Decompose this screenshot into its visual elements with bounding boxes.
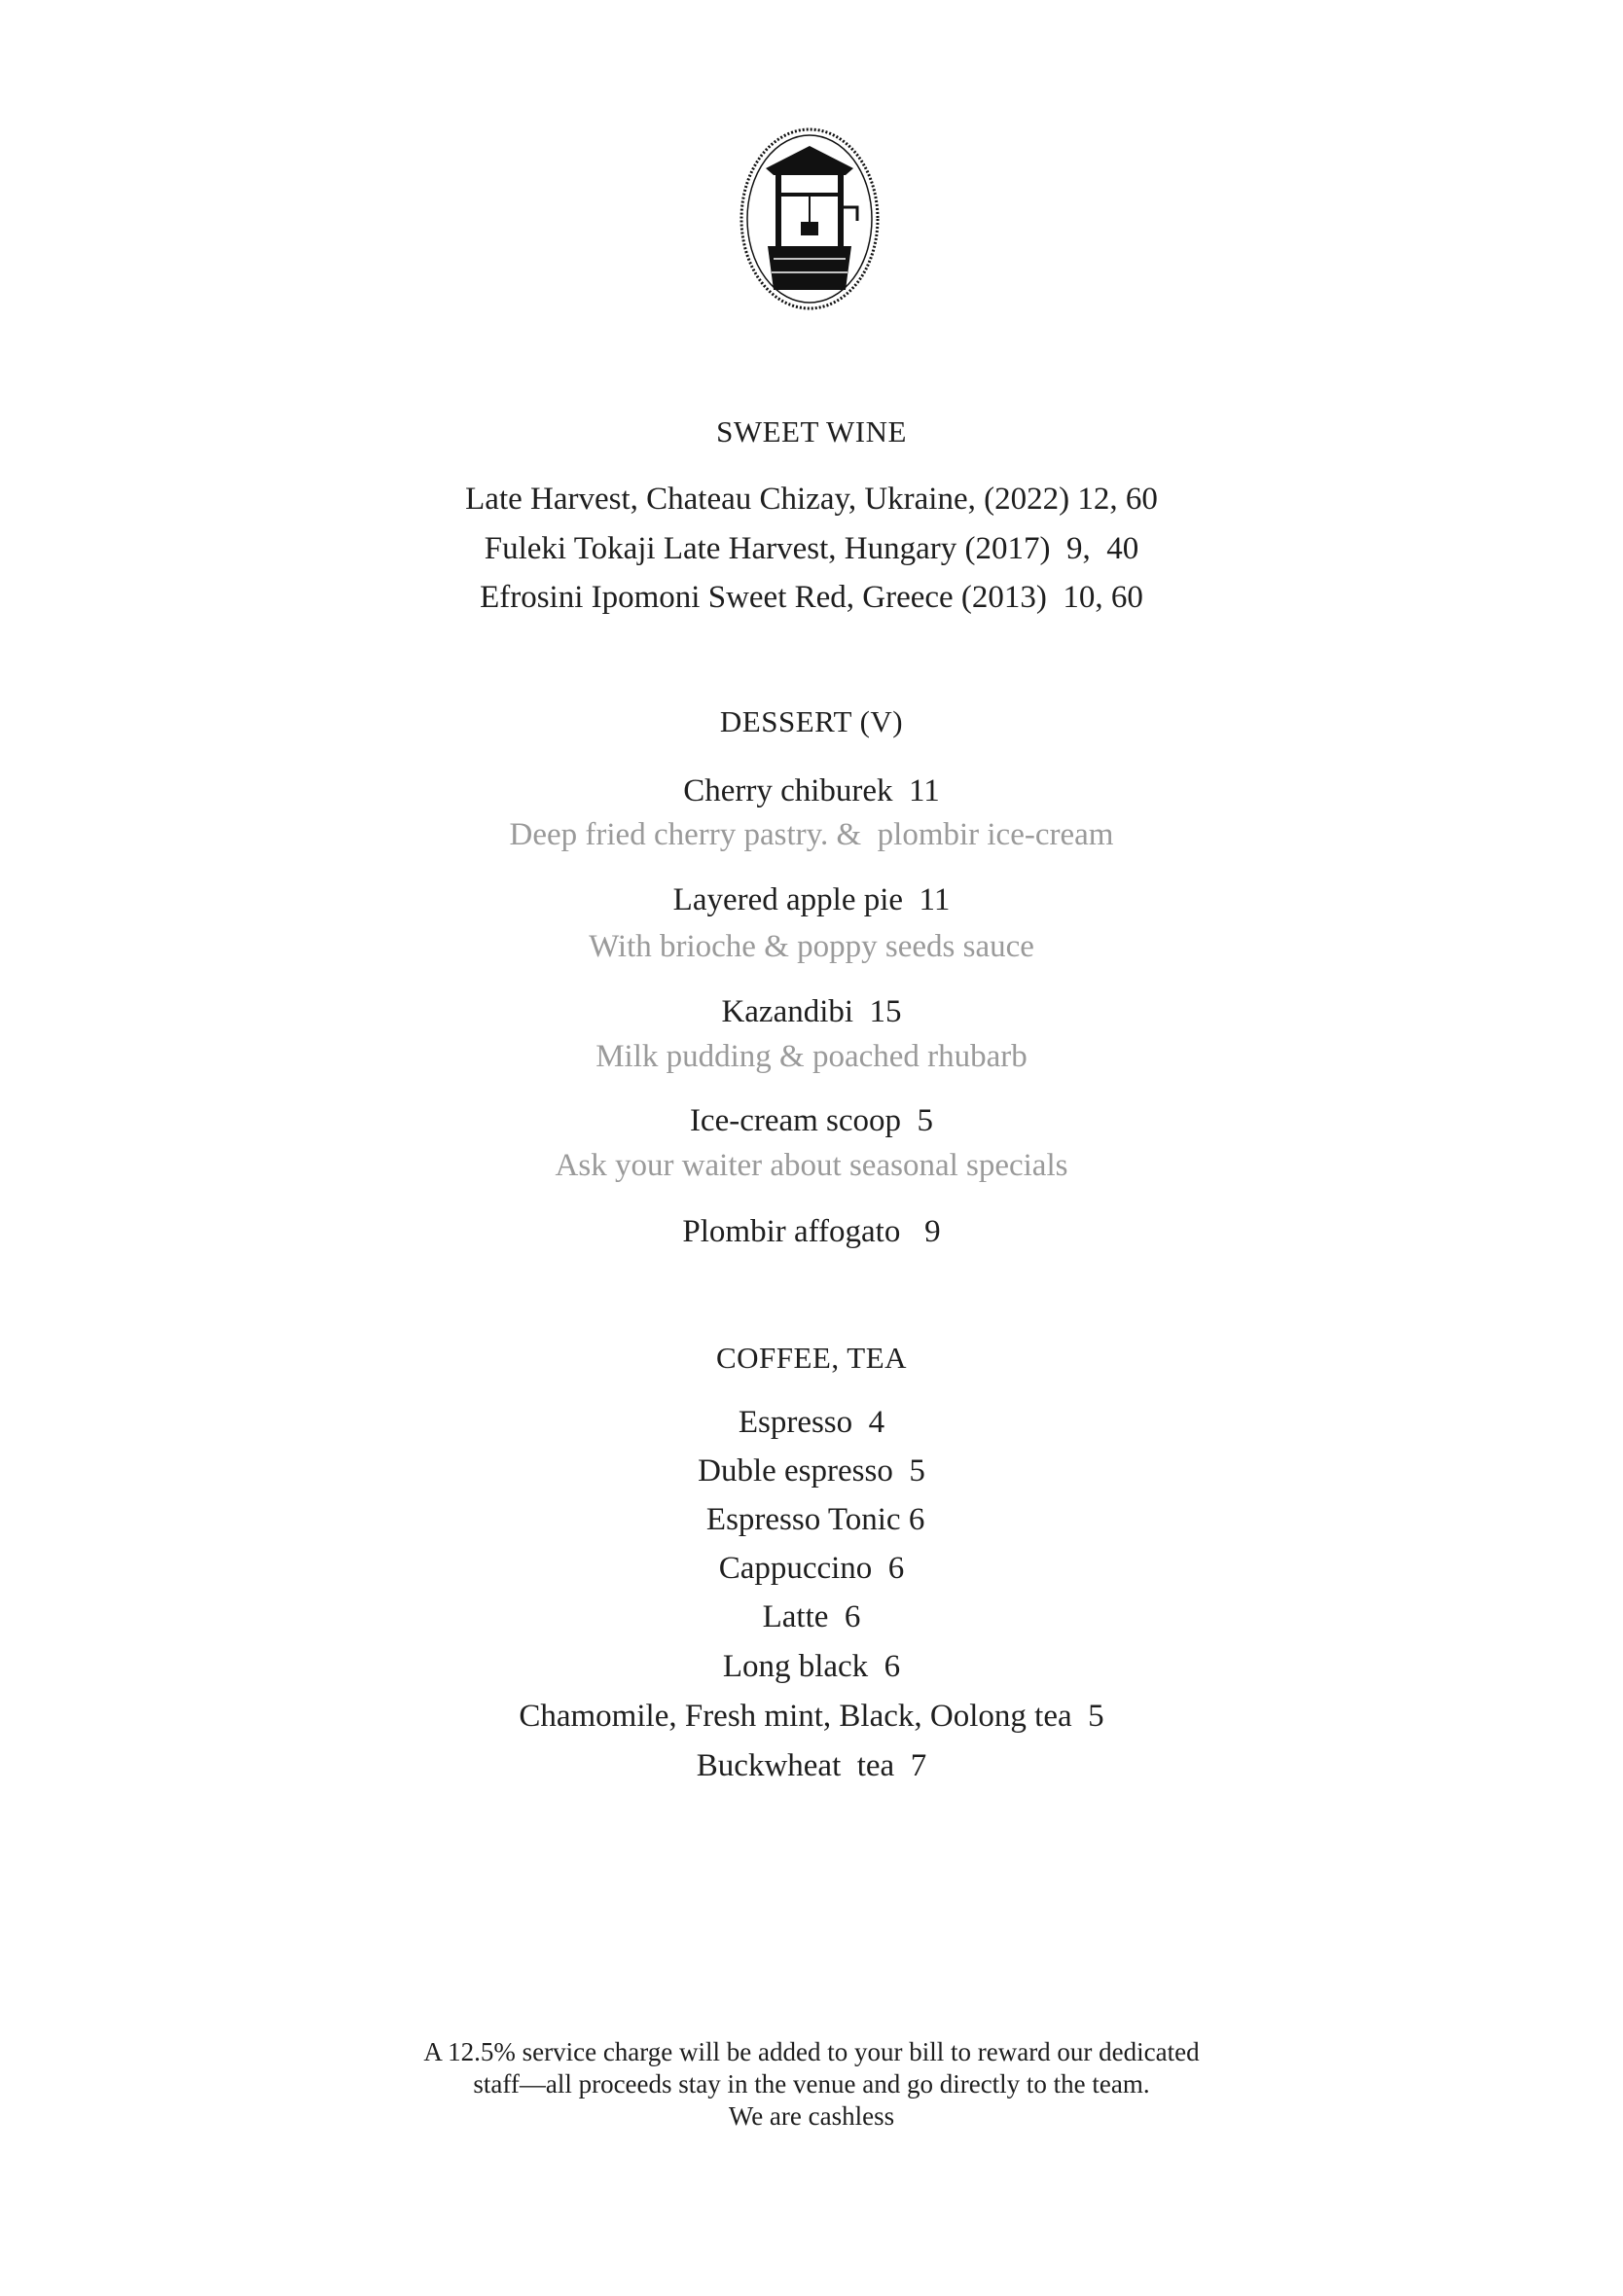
drink-item: Duble espresso 5: [698, 1453, 925, 1489]
drink-item: Espresso 4: [738, 1405, 885, 1440]
drink-item: Buckwheat tea 7: [696, 1748, 927, 1783]
footer-service-charge-note-cont: staff—all proceeds stay in the venue and go directly to the team.: [473, 2069, 1150, 2099]
dessert-item-desc: Deep fried cherry pastry. & plombir ice-cream: [509, 817, 1114, 852]
dessert-item-desc: Ask your waiter about seasonal specials: [555, 1148, 1068, 1183]
drink-item: Latte 6: [762, 1599, 861, 1634]
dessert-item-name: Layered apple pie 11: [672, 882, 951, 917]
wishing-well-logo-icon: [737, 125, 883, 314]
footer-service-charge-note: A 12.5% service charge will be added to your bill to reward our dedicated: [423, 2037, 1200, 2066]
section-heading-coffee-tea: COFFEE, TEA: [715, 1341, 908, 1375]
dessert-item-name: Cherry chiburek 11: [683, 773, 940, 808]
drink-item: Cappuccino 6: [718, 1551, 905, 1586]
dessert-item-desc: With brioche & poppy seeds sauce: [589, 929, 1034, 964]
wine-item: Late Harvest, Chateau Chizay, Ukraine, (2022) 12, 60: [465, 482, 1158, 517]
footer-cashless-note: We are cashless: [728, 2101, 895, 2131]
dessert-item-name: Ice-cream scoop 5: [689, 1103, 934, 1138]
dessert-item-name: Kazandibi 15: [721, 994, 902, 1029]
drink-item: Long black 6: [722, 1649, 901, 1684]
drink-item: Chamomile, Fresh mint, Black, Oolong tea 5: [519, 1699, 1104, 1734]
wine-item: Efrosini Ipomoni Sweet Red, Greece (2013) 10, 60: [480, 580, 1143, 615]
drink-item: Espresso Tonic 6: [698, 1502, 925, 1537]
section-heading-sweet-wine: SWEET WINE: [716, 414, 907, 448]
dessert-item-desc: Milk pudding & poached rhubarb: [595, 1039, 1028, 1074]
dessert-item-name: Plombir affogato 9: [682, 1214, 941, 1249]
section-heading-dessert: DESSERT (V): [719, 704, 904, 738]
wine-item: Fuleki Tokaji Late Harvest, Hungary (2017) 9, 40: [484, 531, 1139, 566]
